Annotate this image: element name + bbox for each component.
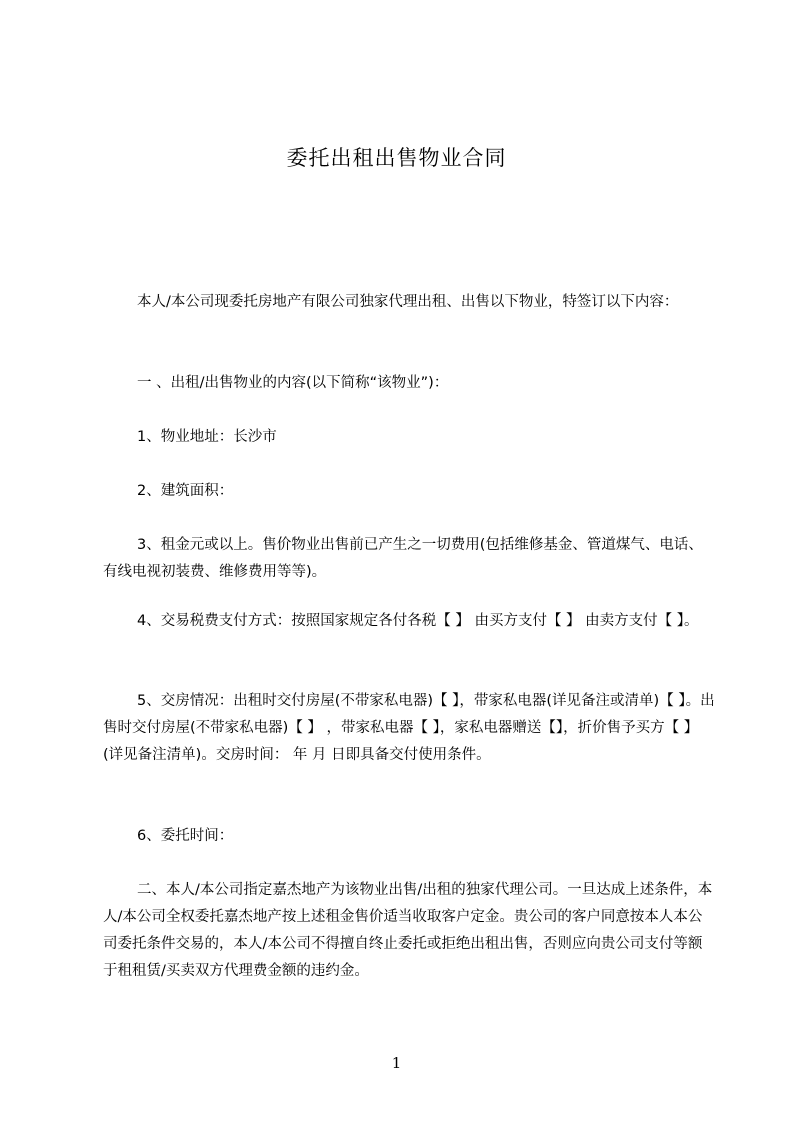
section-two-paragraph: 二、本人/本公司指定嘉杰地产为该物业出售/出租的独家代理公司。一旦达成上述条件，本人/本公司全权委托嘉杰地产按上述租金售价适当收取客户定金。贵公司的客户同意按本人本公司委托条件交易的，本人/本公司不得擅自终止委托或拒绝出租出售，否则应向贵公司支付等额于租租赁/买卖双方代理费金额的违约金。 bbox=[103, 882, 713, 979]
item-commission-time: 6、委托时间： bbox=[137, 828, 234, 844]
section-one-heading: 一 、出租/出售物业的内容(以下简称“该物业”)： bbox=[137, 375, 449, 391]
item-building-area: 2、建筑面积： bbox=[137, 483, 234, 499]
page-number: 1 bbox=[391, 1054, 402, 1072]
item-property-address: 1、物业地址：长沙市 bbox=[137, 429, 277, 445]
item-tax-payment: 4、交易税费支付方式：按照国家规定各付各税【 】 由买方支付【 】 由卖方支付【 】。 bbox=[137, 613, 699, 629]
page-title: 委托出租出售物业合同 bbox=[286, 146, 507, 170]
intro-paragraph: 本人/本公司现委托房地产有限公司独家代理出租、出售以下物业，特签订以下内容： bbox=[137, 294, 679, 310]
item-handover: 5、交房情况：出租时交付房屋(不带家私电器)【 】，带家私电器(详见备注或清单)【 】。出售时交付房屋(不带家私电器)【 】 ，带家私电器【 】，家私电器赠送【】，折价售予买方【 】(详见备注清单)。交房时间： 年 月 日即具备交付使用条件。 bbox=[103, 693, 715, 763]
item-rent-price: 3、租金元或以上。售价物业出售前已产生之一切费用(包括维修基金、管道煤气、电话、有线电视初装费、维修费用等等)。 bbox=[103, 537, 703, 580]
